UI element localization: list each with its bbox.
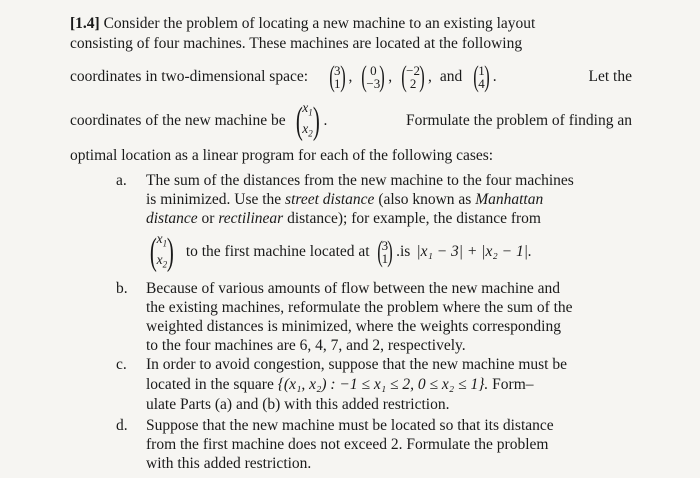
intro-text-1: Consider the problem of locating a new machine to an existing layout <box>103 15 536 32</box>
square-constraint: {(x₁, x₂) : −1 ≤ x₁ ≤ 2, 0 ≤ x₂ ≤ 1}. <box>277 376 489 393</box>
machine-vector-3: ( −2 2 ) <box>401 60 425 93</box>
first-machine-vector: ( 3 1 ) <box>376 235 393 268</box>
part-c-line-1: In order to avoid congestion, suppose that the new machine must be <box>146 356 567 373</box>
let-the-text: Let the <box>588 68 632 85</box>
part-a-line-2: is minimized. Use the street distance (also known as Manhattan <box>146 191 544 208</box>
part-d-label: d. <box>116 417 128 434</box>
intro-line-5 <box>70 147 493 165</box>
part-d-line-2: from the first machine does not exceed 2. Formulate the problem <box>146 436 549 453</box>
part-a-line-3: distance or rectilinear distance); for example, the distance from <box>146 210 541 227</box>
and-word: and <box>439 68 463 85</box>
part-c-line-3: ulate Parts (a) and (b) with this added restriction. <box>146 396 450 413</box>
problem-number: [1.4] <box>70 15 100 32</box>
new-machine-vector: ( $x_1$ $x_2$ ) <box>295 100 320 142</box>
part-b-line-1: Because of various amounts of flow between the new machine and <box>146 280 561 297</box>
part-c-label: c. <box>116 356 127 373</box>
machine-vector-2: ( 0 −3 ) <box>361 60 386 93</box>
part-a-label: a. <box>116 172 127 189</box>
machine-vector-1: ( 3 1 ) <box>329 60 346 93</box>
new-machine-vector-a: ( $x_1$ $x_2$ ) <box>149 231 174 273</box>
intro-text-4b: Formulate the problem of finding an <box>406 112 632 129</box>
part-b-line-2: the existing machines, reformulate the problem where the sum of the <box>146 299 573 316</box>
part-a-line-4: ( $x_1$ $x_2$ ) to the first machine located at ( 3 1 ) .is |x₁ − 3| + |x₂ − 1|. <box>146 232 532 272</box>
intro-text-4: coordinates of the new machine be <box>70 112 286 129</box>
distance-formula: |x₁ − 3| + |x₂ − 1|. <box>416 243 532 260</box>
machine-vector-4: ( 1 4 ) <box>473 60 490 93</box>
part-a-line-1: The sum of the distances from the new machine to the four machines <box>146 172 574 189</box>
part-d-line-1: Suppose that the new machine must be located so that its distance <box>146 417 554 434</box>
intro-line-1 <box>70 15 632 33</box>
part-b-line-3: weighted distances is minimized, where the weights corresponding <box>146 318 561 335</box>
intro-text-5: optimal location as a linear program for each of the following cases: <box>70 147 494 164</box>
intro-line-2 <box>70 35 632 53</box>
part-b-line-4: to the four machines are 6, 4, 7, and 2, respectively. <box>146 337 466 354</box>
intro-line-3: coordinates in two-dimensional space: ( 3 1 ) , ( 0 −3 ) , ( −2 2 ) , and ( 1 4 ) . Let the <box>70 60 632 93</box>
intro-line-4: coordinates of the new machine be ( $x_1$ $x_2$ ) . Formulate the problem of finding an <box>70 100 632 142</box>
part-d-line-3: with this added restriction. <box>146 455 312 472</box>
part-b-label: b. <box>116 280 128 297</box>
intro-text-3: coordinates in two-dimensional space: <box>70 68 309 85</box>
part-c-line-2: located in the square {(x₁, x₂) : −1 ≤ x₁ ≤ 2, 0 ≤ x₂ ≤ 1}. Form– <box>146 376 534 393</box>
intro-text-2: consisting of four machines. These machines are located at the following <box>70 35 523 52</box>
